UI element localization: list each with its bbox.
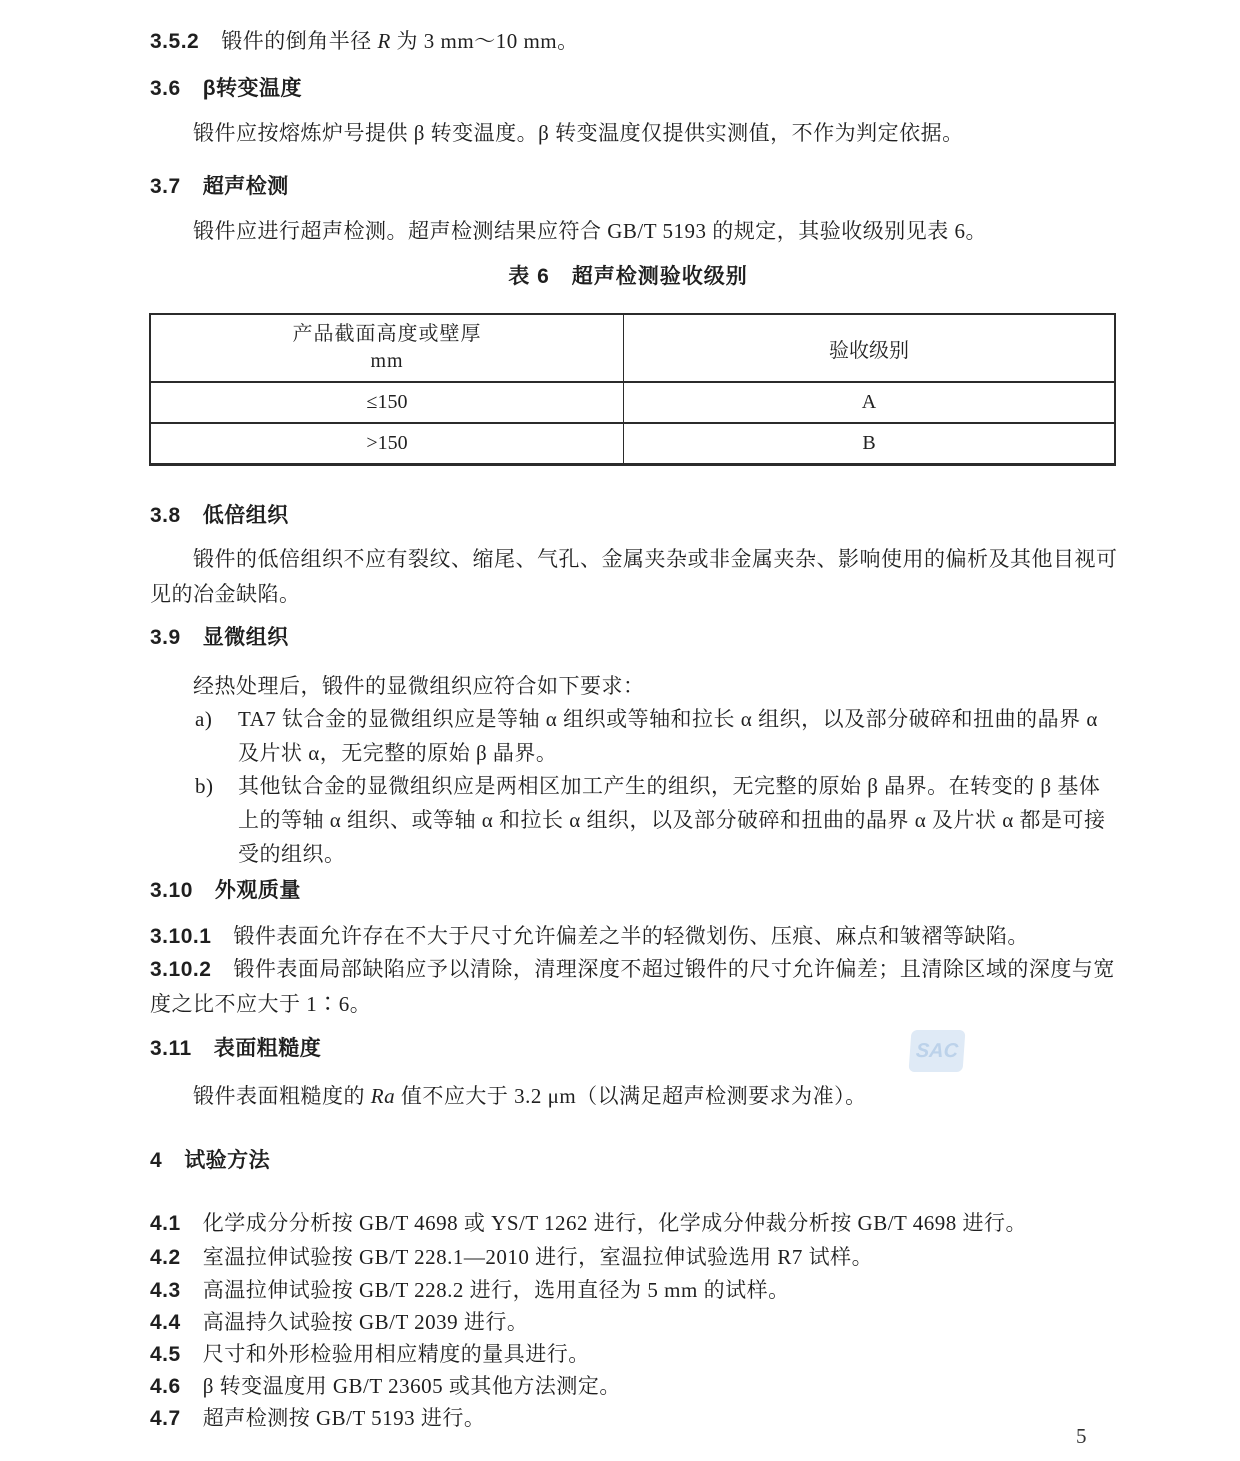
clause-3-5-2-number: 3.5.2: [150, 30, 200, 53]
list-item-b-label: b): [195, 774, 214, 798]
clause-4-1-number: 4.1: [150, 1212, 181, 1235]
list-item-a-label: a): [195, 707, 213, 731]
heading-3-10: [150, 874, 301, 908]
clause-4-2: [150, 1240, 1120, 1275]
clause-3-10-2-text: 锻件表面局部缺陷应予以清除，清理深度不超过锻件的尺寸允许偏差；且清除区域的深度与宽度之比不应大于 1∶6。: [150, 957, 1115, 1016]
clause-4-6-text: β 转变温度用 GB/T 23605 或其他方法测定。: [202, 1374, 621, 1398]
table-6-header-size-title: 产品截面高度或壁厚: [292, 323, 482, 345]
heading-4-number: 4: [150, 1149, 163, 1172]
heading-3-8-number: 3.8: [150, 504, 181, 527]
table-6-row-2-grade: B: [624, 423, 1116, 465]
clause-4-6-number: 4.6: [150, 1375, 181, 1398]
clause-4-5-number: 4.5: [150, 1343, 181, 1366]
clause-4-4-number: 4.4: [150, 1311, 181, 1334]
table-6-header-cell-size: [150, 314, 624, 382]
table-6: [149, 313, 1116, 466]
clause-3-10-1-text: 锻件表面允许存在不大于尺寸允许偏差之半的轻微划伤、压痕、麻点和皱褶等缺陷。: [233, 924, 1029, 948]
clause-4-2-text: 室温拉伸试验按 GB/T 228.1—2010 进行，室温拉伸试验选用 R7 试样。: [202, 1245, 874, 1269]
clause-3-5-2: [150, 24, 1120, 59]
heading-3-8-title: 低倍组织: [202, 504, 289, 527]
clause-4-4-text: 高温持久试验按 GB/T 2039 进行。: [202, 1310, 529, 1334]
heading-3-6-title: β转变温度: [202, 77, 303, 100]
clause-4-7-number: 4.7: [150, 1407, 181, 1430]
clause-4-4: [150, 1305, 1120, 1340]
table-6-row-1-size: ≤150: [150, 382, 624, 423]
paragraph-3-11-variable-Ra: Ra: [370, 1084, 396, 1108]
paragraph-3-6: 锻件应按熔炼炉号提供 β 转变温度。β 转变温度仅提供实测值，不作为判定依据。: [193, 121, 964, 145]
clause-4-5: [150, 1337, 1120, 1372]
heading-3-9-number: 3.9: [150, 626, 181, 649]
clause-3-5-2-variable-R: R: [377, 29, 391, 53]
heading-3-11-number: 3.11: [150, 1037, 192, 1060]
heading-3-9-title: 显微组织: [202, 626, 289, 649]
clause-3-10-1-number: 3.10.1: [150, 925, 212, 948]
clause-3-10-2-number: 3.10.2: [150, 958, 212, 981]
paragraph-3-11: [150, 1079, 1120, 1113]
heading-3-8: [150, 499, 289, 533]
clause-3-5-2-text-post: 为 3 mm～10 mm。: [390, 29, 579, 53]
paragraph-3-8: 锻件的低倍组织不应有裂纹、缩尾、气孔、金属夹杂或非金属夹杂、影响使用的偏析及其他目视可见的冶金缺陷。: [150, 547, 1118, 606]
clause-4-5-text: 尺寸和外形检验用相应精度的量具进行。: [202, 1342, 590, 1366]
heading-3-7-title: 超声检测: [202, 175, 289, 198]
heading-3-11: [150, 1032, 321, 1066]
heading-3-9: [150, 621, 289, 655]
clause-4-3: [150, 1273, 1120, 1308]
table-6-header-size-unit: mm: [370, 350, 404, 372]
paragraph-3-9-intro: 经热处理后，锻件的显微组织应符合如下要求：: [193, 674, 645, 698]
heading-4: [150, 1144, 270, 1178]
paragraph-3-11-pre: 锻件表面粗糙度的: [193, 1084, 371, 1108]
table-6-grid: [149, 313, 1116, 466]
table-6-row-2: [150, 423, 1115, 465]
heading-3-6-number: 3.6: [150, 77, 181, 100]
table-6-header-cell-grade: 验收级别: [624, 314, 1116, 382]
list-item-a-text: TA7 钛合金的显微组织应是等轴 α 组织或等轴和拉长 α 组织，以及部分破碎和扭曲的晶界 α 及片状 α，无完整的原始 β 晶界。: [238, 707, 1098, 765]
clause-4-3-text: 高温拉伸试验按 GB/T 228.2 进行，选用直径为 5 mm 的试样。: [202, 1278, 790, 1302]
sac-watermark: SAC: [909, 1030, 966, 1072]
clause-3-10-2: [150, 952, 1120, 1021]
table-6-header-row: [150, 314, 1115, 382]
heading-3-11-title: 表面粗糙度: [213, 1037, 322, 1060]
heading-4-title: 试验方法: [184, 1149, 271, 1172]
clause-4-3-number: 4.3: [150, 1279, 181, 1302]
paragraph-3-11-post: 值不应大于 3.2 μm（以满足超声检测要求为准）。: [395, 1084, 867, 1108]
list-item-a: [195, 702, 1120, 770]
heading-3-10-number: 3.10: [150, 879, 193, 902]
table-6-row-1-grade: A: [624, 382, 1116, 423]
heading-3-7-number: 3.7: [150, 175, 181, 198]
paragraph-3-7: 锻件应进行超声检测。超声检测结果应符合 GB/T 5193 的规定，其验收级别见表 6。: [193, 219, 987, 243]
heading-3-6: [150, 72, 302, 106]
list-item-b: [195, 769, 1120, 871]
table-6-row-1: [150, 382, 1115, 423]
clause-4-7-text: 超声检测按 GB/T 5193 进行。: [202, 1406, 486, 1430]
table-6-caption: 表 6 超声检测验收级别: [508, 265, 748, 288]
heading-3-7: [150, 170, 289, 204]
heading-3-10-title: 外观质量: [214, 879, 301, 902]
clause-4-7: [150, 1401, 1120, 1436]
page-number: 5: [1076, 1424, 1087, 1448]
clause-4-2-number: 4.2: [150, 1246, 181, 1269]
clause-4-1: [150, 1206, 1120, 1241]
clause-4-1-text: 化学成分分析按 GB/T 4698 或 YS/T 1262 进行，化学成分仲裁分析按 GB/T 4698 进行。: [202, 1211, 1027, 1235]
table-6-row-2-size: >150: [150, 423, 624, 465]
clause-3-10-1: [150, 919, 1120, 954]
clause-3-5-2-text-pre: 锻件的倒角半径: [221, 29, 378, 53]
list-item-b-text: 其他钛合金的显微组织应是两相区加工产生的组织，无完整的原始 β 晶界。在转变的 β 基体上的等轴 α 组织、或等轴 α 和拉长 α 组织，以及部分破碎和扭曲的晶界 α 及片状 α 都是可接受的组织。: [238, 774, 1106, 866]
clause-4-6: [150, 1369, 1120, 1404]
